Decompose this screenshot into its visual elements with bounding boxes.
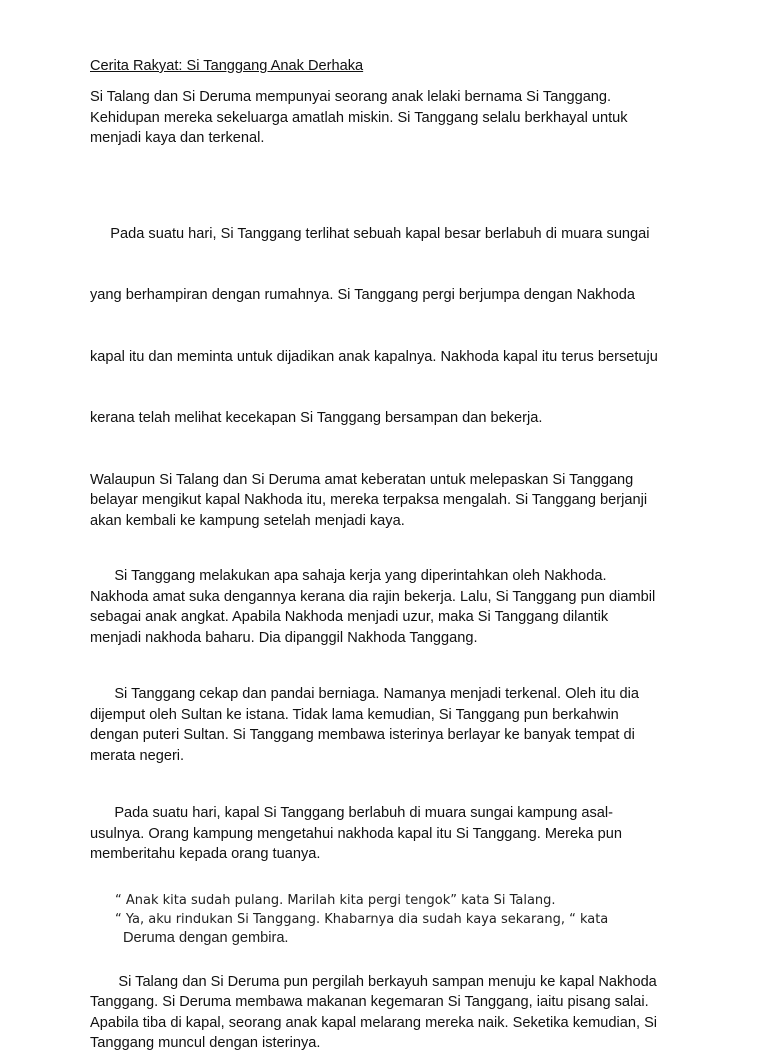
dialogue-continuation: Deruma dengan gembira. <box>123 929 289 946</box>
text-line: merata negeri. <box>90 747 185 764</box>
text-line: Walaupun Si Talang dan Si Deruma amat keberatan untuk melepaskan Si Tanggang <box>90 471 634 488</box>
text-line: Si Tanggang melakukan apa sahaja kerja yang diperintahkan oleh Nakhoda. <box>90 568 607 584</box>
text-line: Si Tanggang cekap dan pandai berniaga. Namanya menjadi terkenal. Oleh itu dia <box>90 686 639 702</box>
text-line: usulnya. Orang kampung mengetahui nakhoda kapal itu Si Tanggang. Mereka pun <box>90 825 622 842</box>
document-title: Cerita Rakyat: Si Tanggang Anak Derhaka <box>90 58 364 74</box>
text-line: Apabila tiba di kapal, seorang anak kapal melarang mereka naik. Seketika kemudian, Si <box>90 1014 658 1031</box>
paragraph-3 <box>90 470 690 532</box>
text-line: Tanggang. Si Deruma membawa makanan kegemaran Si Tanggang, iaitu pisang salai. <box>90 994 649 1010</box>
text-line: belayar mengikut kapal Nakhoda itu, mereka terpaksa mengalah. Si Tanggang berjanji <box>90 492 648 508</box>
paragraph-6 <box>90 803 690 865</box>
text-line: Si Talang dan Si Deruma pun pergilah berkayuh sampan menuju ke kapal Nakhoda <box>90 973 657 990</box>
text-line: Pada suatu hari, kapal Si Tanggang berlabuh di muara sungai kampung asal- <box>90 805 614 821</box>
paragraph-2 <box>90 183 690 470</box>
document-page <box>90 56 690 1054</box>
text-line: Pada suatu hari, Si Tanggang terlihat sebuah kapal besar berlabuh di muara sungai <box>90 225 650 242</box>
text-line: akan kembali ke kampung setelah menjadi kaya. <box>90 512 405 529</box>
paragraph-1 <box>90 87 690 149</box>
text-line: menjadi nakhoda baharu. Dia dipanggil Nakhoda Tanggang. <box>90 629 478 646</box>
paragraph-4 <box>90 566 690 648</box>
text-line: menjadi kaya dan terkenal. <box>90 130 265 146</box>
text-line: Tanggang muncul dengan isterinya. <box>90 1035 321 1051</box>
text-line: kapal itu dan meminta untuk dijadikan anak kapalnya. Nakhoda kapal itu terus bersetuju <box>90 348 658 365</box>
text-line: memberitahu kepada orang tuanya. <box>90 846 321 862</box>
text-line: kerana telah melihat kecekapan Si Tanggang bersampan dan bekerja. <box>90 410 543 426</box>
dialogue-block <box>115 891 690 948</box>
paragraph-5 <box>90 684 690 766</box>
text-line: dijemput oleh Sultan ke istana. Tidak lama kemudian, Si Tanggang pun berkahwin <box>90 706 619 723</box>
text-line: Kehidupan mereka sekeluarga amatlah miskin. Si Tanggang selalu berkhayal untuk <box>90 109 628 126</box>
text-line: Si Talang dan Si Deruma mempunyai seorang anak lelaki bernama Si Tanggang. <box>90 89 612 105</box>
text-line: sebagai anak angkat. Apabila Nakhoda menjadi uzur, maka Si Tanggang dilantik <box>90 609 609 625</box>
text-line: dengan puteri Sultan. Si Tanggang membawa isterinya berlayar ke banyak tempat di <box>90 727 635 743</box>
paragraph-7 <box>90 972 690 1054</box>
text-line: yang berhampiran dengan rumahnya. Si Tanggang pergi berjumpa dengan Nakhoda <box>90 287 635 303</box>
dialogue-line: “ Ya, aku rindukan Si Tanggang. Khabarnya dia sudah kaya sekarang, “ kata <box>115 911 609 927</box>
text-line: Nakhoda amat suka dengannya kerana dia rajin bekerja. Lalu, Si Tanggang pun diambil <box>90 588 656 605</box>
dialogue-line: “ Anak kita sudah pulang. Marilah kita pergi tengok” kata Si Talang. <box>115 892 556 908</box>
